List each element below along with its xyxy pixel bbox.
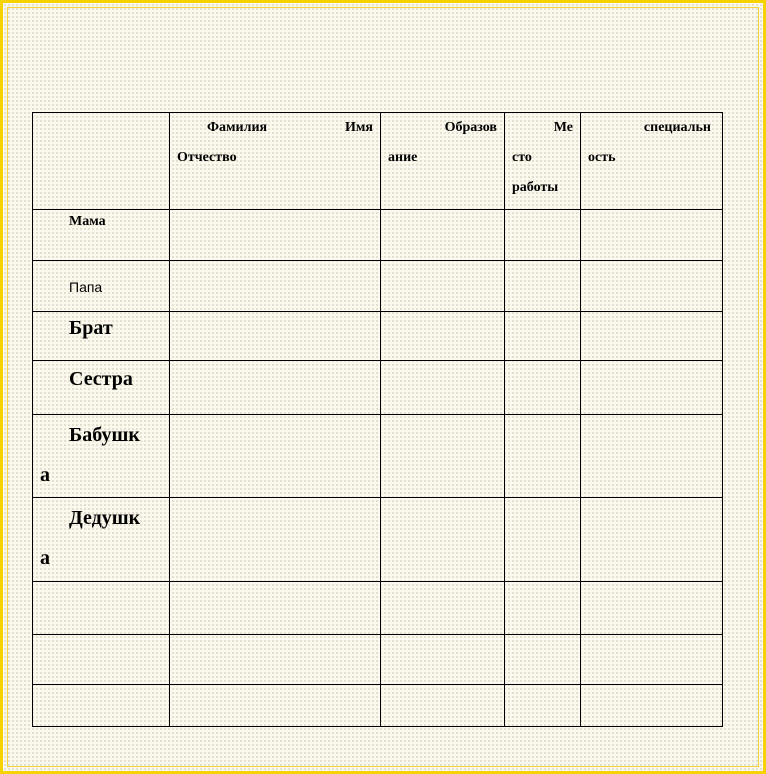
- table-cell[interactable]: [170, 685, 381, 727]
- table-cell[interactable]: [581, 210, 723, 261]
- family-table: [32, 112, 723, 727]
- table-cell[interactable]: [581, 415, 723, 498]
- table-cell[interactable]: [381, 415, 505, 498]
- table-cell[interactable]: [170, 210, 381, 261]
- table-cell[interactable]: [505, 210, 581, 261]
- table-row: [33, 415, 723, 498]
- table-cell[interactable]: [505, 312, 581, 361]
- table-cell[interactable]: [505, 261, 581, 312]
- table-row: [33, 582, 723, 635]
- table-cell[interactable]: [581, 312, 723, 361]
- table-cell[interactable]: [581, 361, 723, 415]
- row-label-empty: [33, 635, 170, 685]
- row-label-papa: Папа: [33, 261, 170, 312]
- table-cell[interactable]: [581, 261, 723, 312]
- table-cell[interactable]: [505, 361, 581, 415]
- table-cell[interactable]: [381, 210, 505, 261]
- row-label-babushka-line2: а: [40, 464, 50, 486]
- table-cell[interactable]: [170, 498, 381, 582]
- row-label-babushka: [33, 415, 170, 498]
- header-name-line1-right: Имя: [345, 120, 373, 135]
- table-cell[interactable]: [381, 685, 505, 727]
- header-name-line1-left: Фамилия: [207, 120, 268, 135]
- header-specialty-line1: специальн: [643, 120, 711, 135]
- table-cell[interactable]: [170, 261, 381, 312]
- table-cell[interactable]: [170, 415, 381, 498]
- row-label-empty: [33, 582, 170, 635]
- table-cell[interactable]: [381, 261, 505, 312]
- header-name-line2: Отчество: [177, 150, 237, 165]
- table-cell[interactable]: [170, 582, 381, 635]
- row-label-dedushka-line2: а: [40, 547, 50, 569]
- table-row: [33, 261, 723, 312]
- row-label-sestra: Сестра: [33, 361, 170, 415]
- header-workplace-line2: сто: [512, 150, 532, 165]
- table-row: [33, 685, 723, 727]
- table-cell[interactable]: [581, 582, 723, 635]
- row-label-dedushka: [33, 498, 170, 582]
- table-cell[interactable]: [381, 635, 505, 685]
- header-cell-education: [381, 113, 505, 210]
- row-label-brat: Брат: [33, 312, 170, 361]
- row-label-empty: [33, 685, 170, 727]
- table-cell[interactable]: [381, 498, 505, 582]
- header-specialty-line2: ость: [588, 150, 616, 165]
- table-cell[interactable]: [170, 361, 381, 415]
- header-education-line2: ание: [388, 150, 418, 165]
- table-cell[interactable]: [505, 415, 581, 498]
- table-cell[interactable]: [581, 635, 723, 685]
- header-education-line1: Образов: [444, 120, 497, 135]
- header-cell-empty: [33, 113, 170, 210]
- table-cell[interactable]: [505, 685, 581, 727]
- table-cell[interactable]: [505, 498, 581, 582]
- table-cell[interactable]: [170, 312, 381, 361]
- table-cell[interactable]: [381, 582, 505, 635]
- header-cell-name: [170, 113, 381, 210]
- row-label-mama: Мама: [33, 210, 170, 261]
- header-workplace-line3: работы: [512, 180, 559, 195]
- table-row: [33, 210, 723, 261]
- table-cell[interactable]: [505, 635, 581, 685]
- table-cell[interactable]: [581, 498, 723, 582]
- row-label-dedushka-line1: Дедушк: [69, 507, 141, 529]
- header-cell-specialty: [581, 113, 723, 210]
- table-cell[interactable]: [581, 685, 723, 727]
- header-cell-workplace: [505, 113, 581, 210]
- header-row: [33, 113, 723, 210]
- header-workplace-line1: Ме: [553, 120, 573, 135]
- table-row: [33, 498, 723, 582]
- table-row: [33, 635, 723, 685]
- row-label-babushka-line1: Бабушк: [69, 424, 140, 446]
- table-cell[interactable]: [170, 635, 381, 685]
- table-row: [33, 361, 723, 415]
- table-cell[interactable]: [381, 361, 505, 415]
- table-cell[interactable]: [381, 312, 505, 361]
- table-row: [33, 312, 723, 361]
- table-cell[interactable]: [505, 582, 581, 635]
